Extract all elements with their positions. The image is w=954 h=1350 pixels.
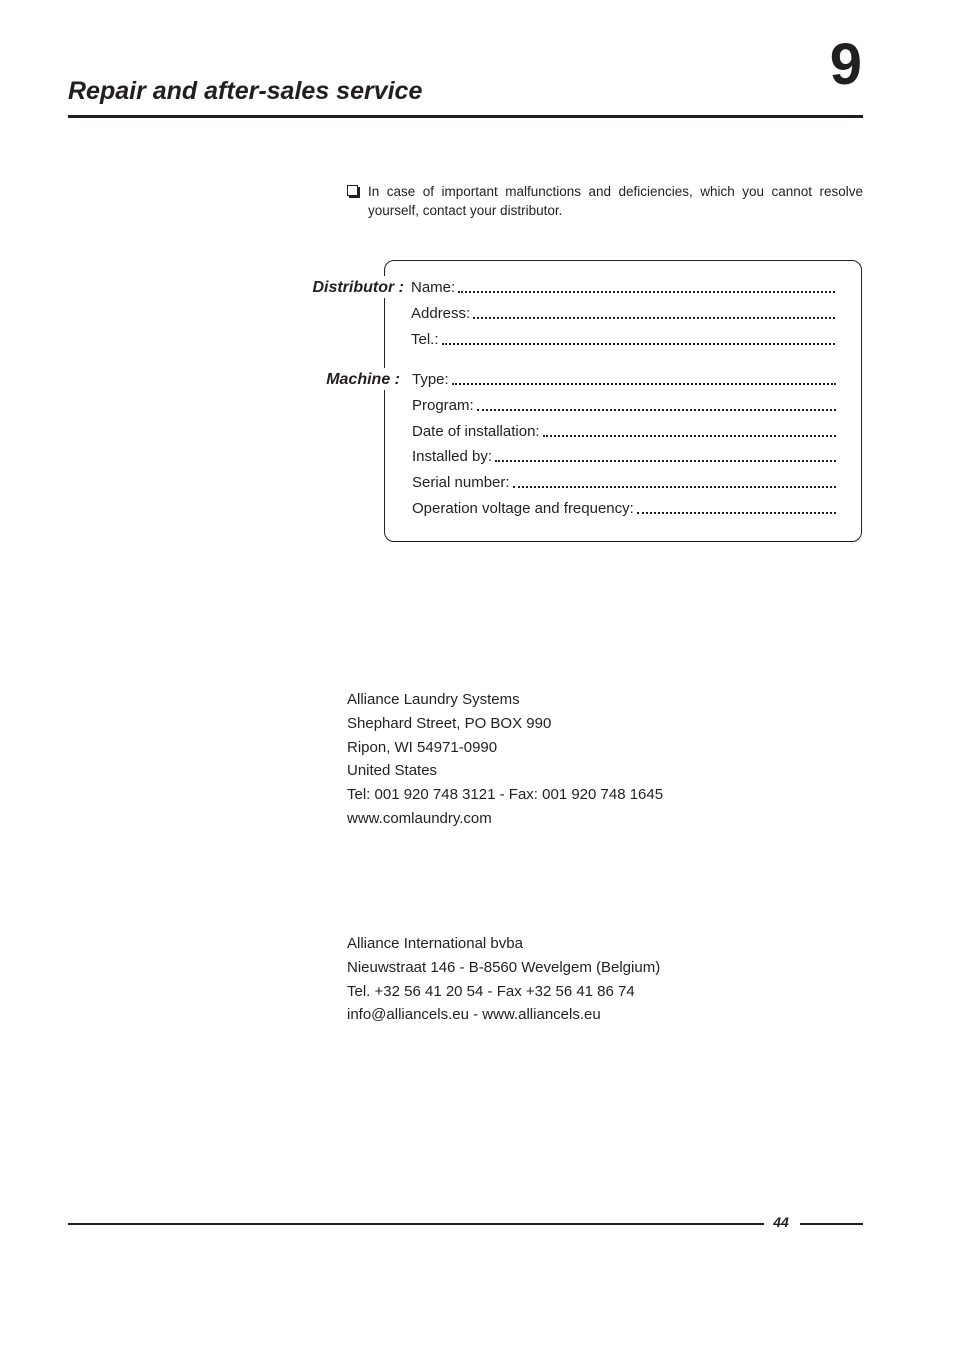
address-line: United States xyxy=(347,762,438,780)
distributor-name-field: Name: xyxy=(411,278,835,298)
checkbox-square-icon xyxy=(347,185,358,196)
service-note-text: In case of important malfunctions and deficiencies, which you cannot resolve yourself, contact your distributor. xyxy=(368,184,863,218)
chapter-number: 9 xyxy=(829,32,862,97)
machine-serial-field: Serial number: xyxy=(412,473,836,493)
address-block-eu xyxy=(347,932,660,1027)
service-note xyxy=(347,182,863,220)
header-rule xyxy=(68,115,863,118)
address-line: Tel. +32 56 41 20 54 - Fax +32 56 41 86 74 xyxy=(347,982,635,1000)
machine-installed-by-field: Installed by: xyxy=(412,447,836,467)
address-line: Ripon, WI 54971-0990 xyxy=(347,738,498,756)
address-line: Nieuwstraat 146 - B-8560 Wevelgem (Belgium) xyxy=(347,958,661,976)
page-title: Repair and after-sales service xyxy=(68,77,423,105)
address-line: Tel: 001 920 748 3121 - Fax: 001 920 748 1645 xyxy=(347,786,664,804)
page-number: 44 xyxy=(773,1214,789,1230)
footer-rule-right xyxy=(800,1223,863,1225)
address-line: Alliance Laundry Systems xyxy=(347,691,520,708)
address-block-us xyxy=(347,688,663,831)
machine-type-field: Type: xyxy=(412,370,836,390)
address-line: www.comlaundry.com xyxy=(347,809,492,827)
machine-program-field: Program: xyxy=(412,396,836,416)
machine-install-date-field: Date of installation: xyxy=(412,422,836,442)
distributor-label: Distributor : xyxy=(312,279,404,296)
address-line: info@alliancels.eu - www.alliancels.eu xyxy=(347,1006,601,1024)
address-line: Alliance International bvba xyxy=(347,935,523,952)
machine-label: Machine : xyxy=(326,371,400,388)
machine-voltage-field: Operation voltage and frequency: xyxy=(412,499,836,519)
distributor-tel-field: Tel.: xyxy=(411,330,835,350)
footer-rule-left xyxy=(68,1223,764,1225)
address-line: Shephard Street, PO BOX 990 xyxy=(347,714,552,732)
distributor-address-field: Address: xyxy=(411,304,835,324)
